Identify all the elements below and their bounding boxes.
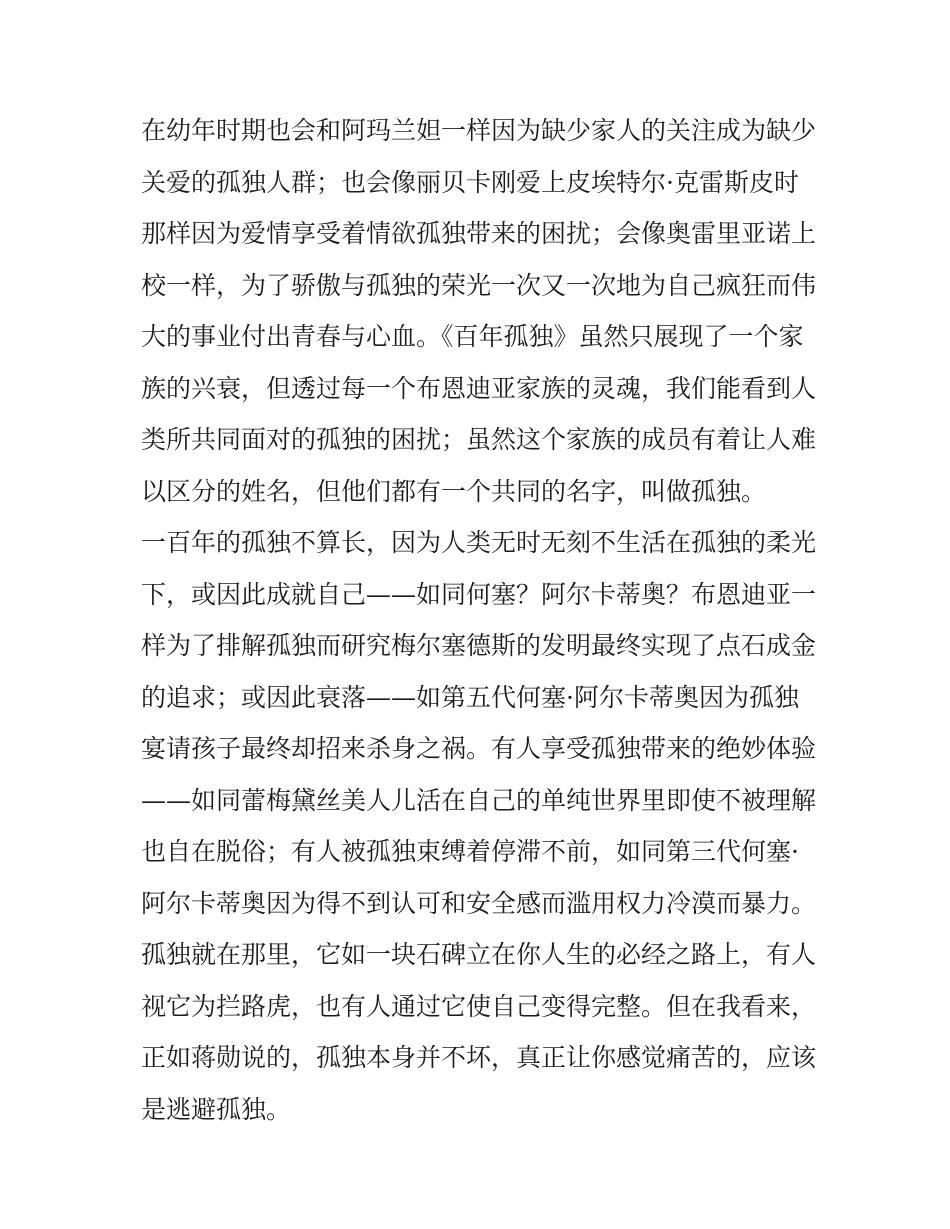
text-line: 是逃避孤独。 <box>141 1094 292 1124</box>
text-line: 关爱的孤独人群；也会像丽贝卡刚爱上皮埃特尔·克雷斯皮时 <box>141 167 799 197</box>
text-line: 正如蒋勋说的，孤独本身并不坏，真正让你感觉痛苦的，应该 <box>141 1043 817 1072</box>
text-line: 视它为拦路虎，也有人通过它使自己变得完整。但在我看来， <box>141 991 817 1021</box>
text-line: 孤独就在那里，它如一块石碑立在你人生的必经之路上，有人 <box>141 940 817 969</box>
text-line: 以区分的姓名，但他们都有一个共同的名字，叫做孤独。 <box>141 476 767 506</box>
text-line: 校一样，为了骄傲与孤独的荣光一次又一次地为自己疯狂而伟 <box>141 270 817 300</box>
text-line: 宴请孩子最终却招来杀身之祸。有人享受孤独带来的绝妙体验 <box>141 734 817 763</box>
text-line: 在幼年时期也会和阿玛兰妲一样因为缺少家人的关注成为缺少 <box>141 116 817 145</box>
text-line: ——如同蕾梅黛丝美人儿活在自己的单纯世界里即使不被理解 <box>141 785 817 815</box>
text-line: 阿尔卡蒂奥因为得不到认可和安全感而滥用权力冷漠而暴力。 <box>141 888 817 918</box>
text-line: 类所共同面对的孤独的困扰；虽然这个家族的成员有着让人难 <box>141 425 817 454</box>
text-line: 族的兴衰，但透过每一个布恩迪亚家族的灵魂，我们能看到人 <box>141 373 817 403</box>
text-line: 一百年的孤独不算长，因为人类无时无刻不生活在孤独的柔光 <box>141 528 817 557</box>
text-line: 样为了排解孤独而研究梅尔塞德斯的发明最终实现了点石成金 <box>141 631 817 660</box>
text-line: 也自在脱俗；有人被孤独束缚着停滞不前，如同第三代何塞· <box>141 837 799 866</box>
body-text <box>141 105 821 1135</box>
text-line: 大的事业付出青春与心血。《百年孤独》虽然只展现了一个家 <box>141 322 804 351</box>
text-line: 那样因为爱情享受着情欲孤独带来的困扰；会像奥雷里亚诺上 <box>141 219 817 248</box>
text-line: 的追求；或因此衰落——如第五代何塞·阿尔卡蒂奥因为孤独 <box>141 682 799 712</box>
text-line: 下，或因此成就自己——如同何塞？阿尔卡蒂奥？布恩迪亚一 <box>141 579 817 609</box>
